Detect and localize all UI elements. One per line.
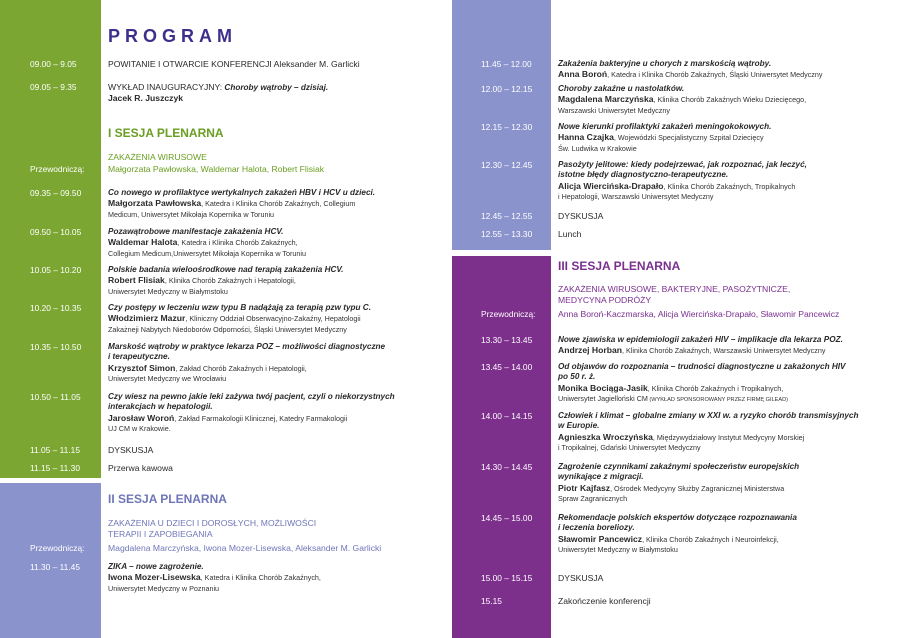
session-chairs: Magdalena Marczyńska, Iwona Mozer-Lisewska, Aleksander M. Garlicki — [108, 543, 382, 553]
talk-title: Nowe zjawiska w epidemiologii zakażeń HIV – implikacje dla lekarza POZ. — [558, 335, 843, 344]
talk-title-cont: istotne błędy diagnostyczno-terapeutyczne. — [558, 170, 729, 180]
time: 12.15 – 12.30 — [481, 122, 533, 132]
affiliation: , Zakład Farmakologii Klinicznej, Katedry Farmakologii — [174, 413, 348, 423]
affiliation: , Wojewódzki Specjalistyczny Szpital Dziecięcy — [613, 133, 764, 143]
subtitle-line: ZAKAŻENIA U DZIECI I DOROSŁYCH, MOŻLIWOŚCI — [108, 518, 317, 528]
speaker: Iwona Mozer-Lisewska — [108, 572, 201, 583]
speaker: Andrzej Horban — [558, 345, 622, 356]
affiliation: Św. Ludwika w Krakowie — [558, 143, 637, 153]
speaker: Krzysztof Simon — [108, 362, 176, 373]
affiliation: , Klinika Chorób Zakaźnych i Tropikalnych, — [647, 383, 784, 393]
talk-title-cont: po 50 r. ż. — [558, 372, 596, 382]
talk-title: Nowe kierunki profilaktyki zakażeń meningokokowych. — [558, 122, 772, 131]
sponsor-note: (WYKŁAD SPONSOROWANY PRZEZ FIRMĘ GILEAD) — [647, 397, 789, 404]
talk-title: Od objawów do rozpoznania – trudności diagnostyczne u zakażonych HIV — [558, 362, 846, 371]
talk — [558, 335, 843, 357]
affiliation: , Katedra i Klinika Chorób Zakaźnych, — [177, 238, 298, 248]
affiliation: Uniwersytet Medyczny w Białymstoku — [108, 286, 228, 296]
session-subtitle — [108, 518, 316, 539]
talk-title: Człowiek i klimat – globalne zmiany w XXI w. a ryzyko chorób transmisyjnych — [558, 411, 859, 420]
time: 09.35 – 09.50 — [30, 188, 82, 198]
talk-title: Zagrożenie czynnikami zakaźnymi społeczeństw europejskich — [558, 462, 800, 471]
time: 13.45 – 14.00 — [481, 362, 533, 372]
affiliation: UJ CM w Krakowie. — [108, 424, 171, 434]
discussion: DYSKUSJA — [558, 211, 604, 221]
session-title: III SESJA PLENARNA — [558, 259, 681, 273]
affiliation: , Klinika Chorób Zakaźnych i Hepatologii, — [164, 276, 296, 286]
affiliation: , Kliniczny Oddział Obserwacyjno-Zakaźny, Hepatologii — [185, 314, 361, 324]
time: 10.35 – 10.50 — [30, 342, 82, 352]
affiliation: Collegium Medicum,Uniwersytet Mikołaja Kopernika w Toruniu — [108, 248, 307, 258]
talk-title-cont: interakcjach w hepatologii. — [108, 402, 213, 412]
speaker: Jarosław Woroń — [108, 412, 175, 423]
chair-label: Przewodniczą: — [481, 309, 536, 319]
affiliation: i Hepatologii, Warszawski Uniwersytet Medyczny — [558, 192, 714, 202]
lecture-title: Choroby wątroby – dzisiaj. — [224, 83, 329, 92]
time: 09.50 – 10.05 — [30, 227, 82, 237]
session-subtitle: ZAKAŻENIA WIRUSOWE — [108, 152, 207, 162]
session-chairs: Małgorzata Pawłowska, Waldemar Halota, Robert Flisiak — [108, 164, 325, 174]
talk-title: Pasożyty jelitowe: kiedy podejrzewać, jak rozpoznać, jak leczyć, — [558, 160, 807, 169]
talk — [108, 303, 371, 335]
speaker: Waldemar Halota — [108, 237, 178, 248]
speaker: Agnieszka Wroczyńska — [558, 431, 653, 442]
affiliation: , Zakład Chorób Zakaźnych i Hepatologii, — [175, 363, 307, 373]
speaker: Anna Boroń — [558, 69, 608, 80]
time: 11.15 – 11.30 — [30, 463, 80, 473]
speaker: Sławomir Pancewicz — [558, 533, 643, 544]
time: 15.00 – 15.15 — [481, 573, 533, 583]
left-green-band — [0, 0, 101, 478]
talk — [108, 392, 395, 435]
affiliation: i Tropikalnej, Gdański Uniwersytet Medyczny — [558, 443, 701, 453]
affiliation: Medicum, Uniwersytet Mikołaja Kopernika w Toruniu — [108, 209, 275, 219]
talk — [558, 59, 823, 81]
speaker: Robert Flisiak — [108, 275, 165, 286]
affiliation: Warszawski Uniwersytet Medyczny — [558, 105, 670, 115]
talk — [558, 411, 858, 454]
discussion: DYSKUSJA — [108, 445, 154, 455]
talk — [558, 122, 771, 154]
talk-title-cont: i leczenia boreliozy. — [558, 523, 635, 533]
chair-label: Przewodniczą: — [30, 543, 85, 553]
talk — [108, 562, 321, 594]
affiliation: Uniwersytet Jagielloński CM — [558, 394, 648, 404]
conference-closing: Zakończenie konferencji — [558, 596, 651, 606]
time: 15.15 — [481, 596, 502, 606]
talk — [108, 227, 306, 259]
time: 14.45 – 15.00 — [481, 513, 533, 523]
time: 09.00 – 9.05 — [30, 59, 77, 69]
talk-title-cont: w Europie. — [558, 421, 600, 431]
talk-title-cont: i terapeutyczne. — [108, 352, 170, 362]
left-blue-band — [0, 483, 101, 638]
time: 14.30 – 14.45 — [481, 462, 533, 472]
talk — [108, 188, 375, 220]
session-subtitle — [558, 284, 790, 305]
subtitle-line: ZAKAŻENIA WIRUSOWE, BAKTERYJNE, PASOŻYTNICZE, — [558, 284, 791, 294]
affiliation: , Klinika Chorób Zakaźnych Wieku Dziecięcego, — [653, 95, 807, 105]
session-title: II SESJA PLENARNA — [108, 492, 227, 506]
talk-title: Pozawątrobowe manifestacje zakażenia HCV. — [108, 227, 284, 236]
talk-title: ZIKA – nowe zagrożenie. — [108, 562, 204, 571]
affiliation: Uniwersytet Medyczny w Poznaniu — [108, 583, 220, 593]
time: 10.20 – 10.35 — [30, 303, 82, 313]
talk-title: Co nowego w profilaktyce wertykalnych zakażeń HBV i HCV u dzieci. — [108, 188, 376, 197]
affiliation: Spraw Zagranicznych — [558, 494, 628, 504]
lunch: Lunch — [558, 229, 582, 239]
speaker: Monika Bociąga-Jasik — [558, 382, 648, 393]
talk — [108, 265, 343, 297]
affiliation: , Ośrodek Medycyny Służby Zagranicznej Ministerstwa — [610, 483, 785, 493]
talk-title: Polskie badania wieloośrodkowe nad terapią zakażenia HCV. — [108, 265, 344, 274]
talk-title: Zakażenia bakteryjne u chorych z marskością wątroby. — [558, 59, 772, 68]
speaker: Hanna Czajka — [558, 132, 614, 143]
time: 13.30 – 13.45 — [481, 335, 533, 345]
talk-title: Czy postępy w leczeniu wzw typu B nadążają za terapią pzw typu C. — [108, 303, 371, 312]
talk-title: Marskość wątroby w praktyce lekarza POZ – możliwości diagnostyczne — [108, 342, 386, 351]
session-title: I SESJA PLENARNA — [108, 126, 224, 140]
speaker: Alicja Wiercińska-Drapało — [558, 180, 664, 191]
speaker: Włodzimierz Mazur — [108, 313, 186, 324]
affiliation: , Katedra i Klinika Chorób Zakaźnych, Collegium — [201, 199, 356, 209]
affiliation: , Katedra i Klinika Chorób Zakaźnych, Śląski Uniwersytet Medyczny — [607, 70, 823, 80]
speaker: Małgorzata Pawłowska — [108, 198, 202, 209]
talk-title-cont: wynikające z migracji. — [558, 472, 644, 482]
affiliation: Uniwersytet Medyczny we Wrocławiu — [108, 374, 227, 384]
affiliation: , Katedra i Klinika Chorób Zakaźnych, — [200, 573, 321, 583]
coffee-break: Przerwa kawowa — [108, 463, 173, 473]
talk — [558, 462, 799, 505]
affiliation: , Klinika Chorób Zakaźnych, Warszawski Uniwersytet Medyczny — [621, 346, 826, 356]
talk — [558, 84, 806, 116]
affiliation: Uniwersytet Medyczny w Białymstoku — [558, 545, 678, 555]
time: 09.05 – 9.35 — [30, 82, 77, 92]
time: 11.05 – 11.15 — [30, 445, 80, 455]
chair-label: Przewodniczą: — [30, 164, 85, 174]
talk — [558, 362, 846, 406]
time: 12.30 – 12.45 — [481, 160, 533, 170]
inaugural-lecture — [108, 82, 328, 105]
affiliation: , Klinika Chorób Zakaźnych, Tropikalnych — [663, 181, 796, 191]
talk-title: Czy wiesz na pewno jakie leki zażywa twój pacjent, czyli o niekorzystnych — [108, 392, 395, 401]
talk — [108, 342, 385, 385]
program-title: PROGRAM — [108, 26, 237, 46]
subtitle-line: TERAPII I ZAPOBIEGANIA — [108, 528, 213, 539]
speaker: Jacek R. Juszczyk — [108, 93, 184, 104]
time: 10.50 – 11.05 — [30, 392, 81, 402]
affiliation: , Międzywydziałowy Instytut Medycyny Morskiej — [652, 432, 805, 442]
talk — [558, 160, 807, 203]
time: 12.55 – 13.30 — [481, 229, 533, 239]
time: 11.30 – 11.45 — [30, 562, 80, 572]
opening-text: POWITANIE I OTWARCIE KONFERENCJI Aleksander M. Garlicki — [108, 59, 360, 69]
discussion: DYSKUSJA — [558, 573, 604, 583]
affiliation: Zakażneji Nabytych Niedoborów Odporności, Śląski Uniwersytet Medyczny — [108, 324, 347, 334]
talk — [558, 513, 797, 556]
talk-title: Rekomendacje polskich ekspertów dotyczące rozpoznawania — [558, 513, 797, 522]
time: 12.45 – 12.55 — [481, 211, 533, 221]
lecture-label: WYKŁAD INAUGURACYJNY: — [108, 82, 223, 92]
talk-title: Choroby zakaźne u nastolatków. — [558, 84, 685, 93]
time: 11.45 – 12.00 — [481, 59, 532, 69]
speaker: Magdalena Marczyńska — [558, 94, 654, 105]
affiliation: , Klinika Chorób Zakaźnych i Neuroinfekcji, — [642, 534, 779, 544]
time: 14.00 – 14.15 — [481, 411, 533, 421]
speaker: Piotr Kajfasz — [558, 482, 611, 493]
subtitle-line: MEDYCYNA PODRÓŻY — [558, 294, 652, 305]
time: 12.00 – 12.15 — [481, 84, 533, 94]
session-chairs: Anna Boroń-Kaczmarska, Alicja Wiercińska-Drapało, Sławomir Pancewicz — [558, 309, 840, 319]
time: 10.05 – 10.20 — [30, 265, 82, 275]
